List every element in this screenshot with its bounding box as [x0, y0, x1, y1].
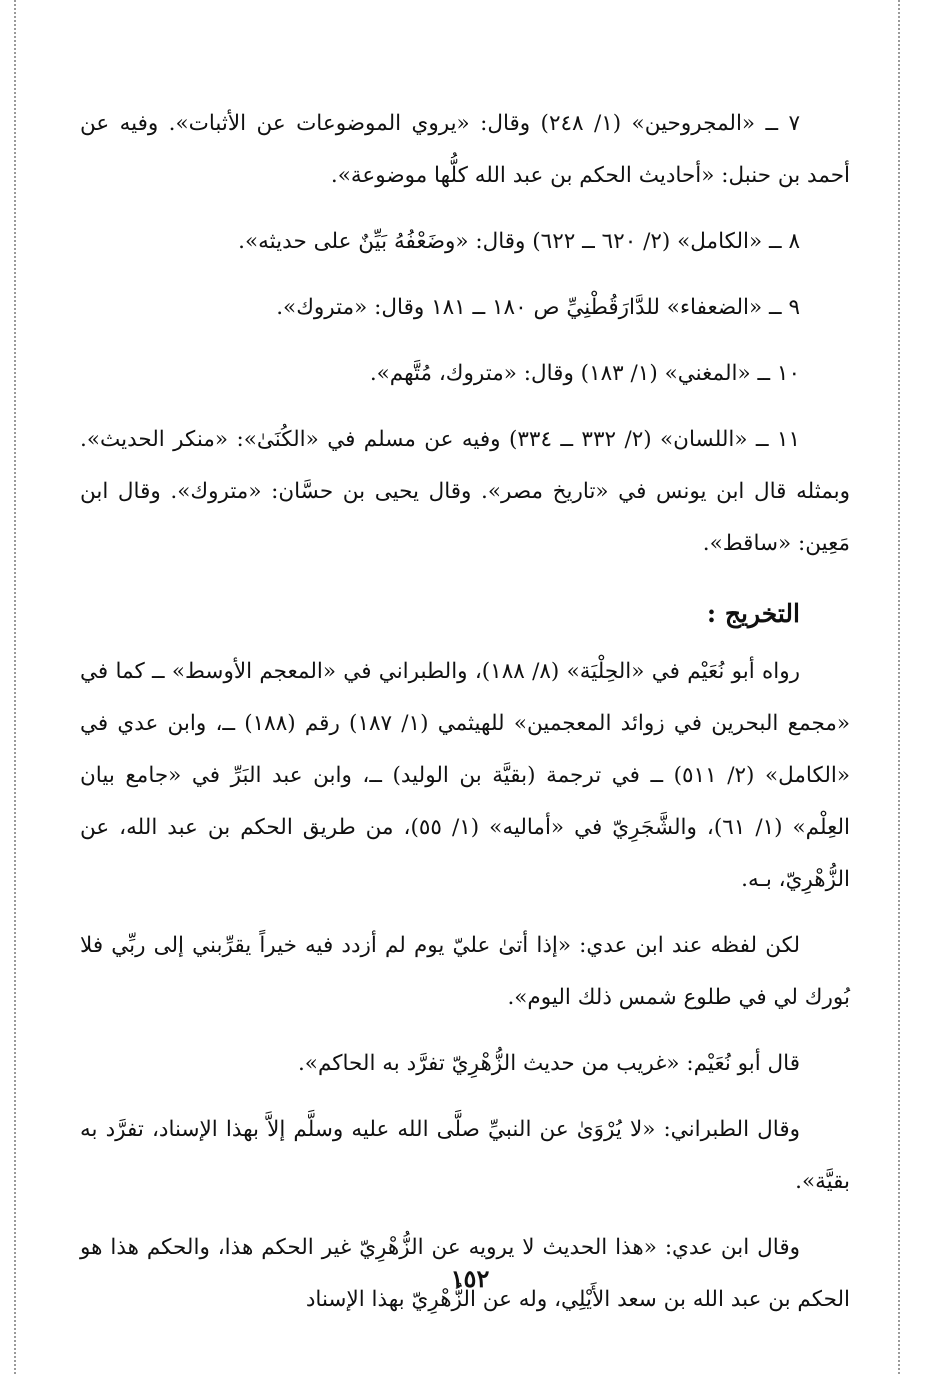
footnote-10: ١٠ ــ «المغني» (١/ ١٨٣) وقال: «متروك، مُتَّهم». [369, 361, 800, 386]
footnote-9: ٩ ــ «الضعفاء» للدَّارَقُطْنِيِّ ص ١٨٠ ــ ١٨١ وقال: «متروك». [276, 295, 800, 320]
left-margin-dots [14, 0, 16, 1374]
footnote-7: ٧ ــ «المجروحين» (١/ ٢٤٨) وقال: «يروي الموضوعات عن الأثبات». وفيه عن أحمد بن حنبل: «أحاديث الحكم بن عبد الله كلُّها موضوعة». [80, 111, 850, 188]
paragraph-ibn-adi: وقال ابن عدي: «هذا الحديث لا يرويه عن الزُّهْرِيّ غير الحكم هذا، والحكم هذا هو الحكم بن عبد الله بن سعد الأَيْلِي، وله عن الزُّهْرِيّ بهذا الإسناد [80, 1235, 850, 1312]
page-body [80, 98, 850, 1340]
footnote-11: ١١ ــ «اللسان» (٢/ ٣٣٢ ــ ٣٣٤) وفيه عن مسلم في «الكُنَىٰ»: «منكر الحديث». وبمثله قال ابن يونس في «تاريخ مصر». وقال يحيى بن حسَّان: «متروك». وقال ابن مَعِين: «ساقط». [80, 427, 850, 556]
section-heading-takhrij: التخريج : [706, 599, 800, 628]
footnote-8: ٨ ــ «الكامل» (٢/ ٦٢٠ ــ ٦٢٢) وقال: «وضَعْفُهُ بَيِّنٌ على حديثه». [238, 229, 800, 254]
paragraph-sources: رواه أبو نُعَيْم في «الحِلْيَة» (٨/ ١٨٨)، والطبراني في «المعجم الأوسط» ــ كما في «مجمع البحرين في زوائد المعجمين» للهيثمي (١/ ١٨٧) رقم (١٨٨) ــ، وابن عدي في «الكامل» (٢/ ٥١١) ــ في ترجمة (بقيَّة بن الوليد) ــ، وابن عبد البَرِّ في «جامع بيان العِلْم» (١/ ٦١)، والشَّجَرِيّ في «أماليه» (١/ ٥٥)، من طريق الحكم بن عبد الله، عن الزُّهْرِيّ، بـه. [80, 659, 851, 892]
paragraph-tabarani: وقال الطبراني: «لا يُرْوَىٰ عن النبيِّ صلَّى الله عليه وسلَّم إلاَّ بهذا الإسناد، تفرَّد به بقيَّة». [80, 1117, 850, 1194]
right-margin-dots [898, 0, 900, 1374]
page-number: ١٥٢ [450, 1264, 490, 1293]
paragraph-ibn-adi-wording: لكن لفظه عند ابن عدي: «إذا أتىٰ عليّ يوم لم أزدد فيه خيراً يقرِّبني إلى ربِّي فلا بُورك لي في طلوع شمس ذلك اليوم». [80, 933, 850, 1010]
paragraph-abu-nuaym: قال أبو نُعَيْم: «غريب من حديث الزُّهْرِيّ تفرَّد به الحاكم». [297, 1051, 800, 1076]
